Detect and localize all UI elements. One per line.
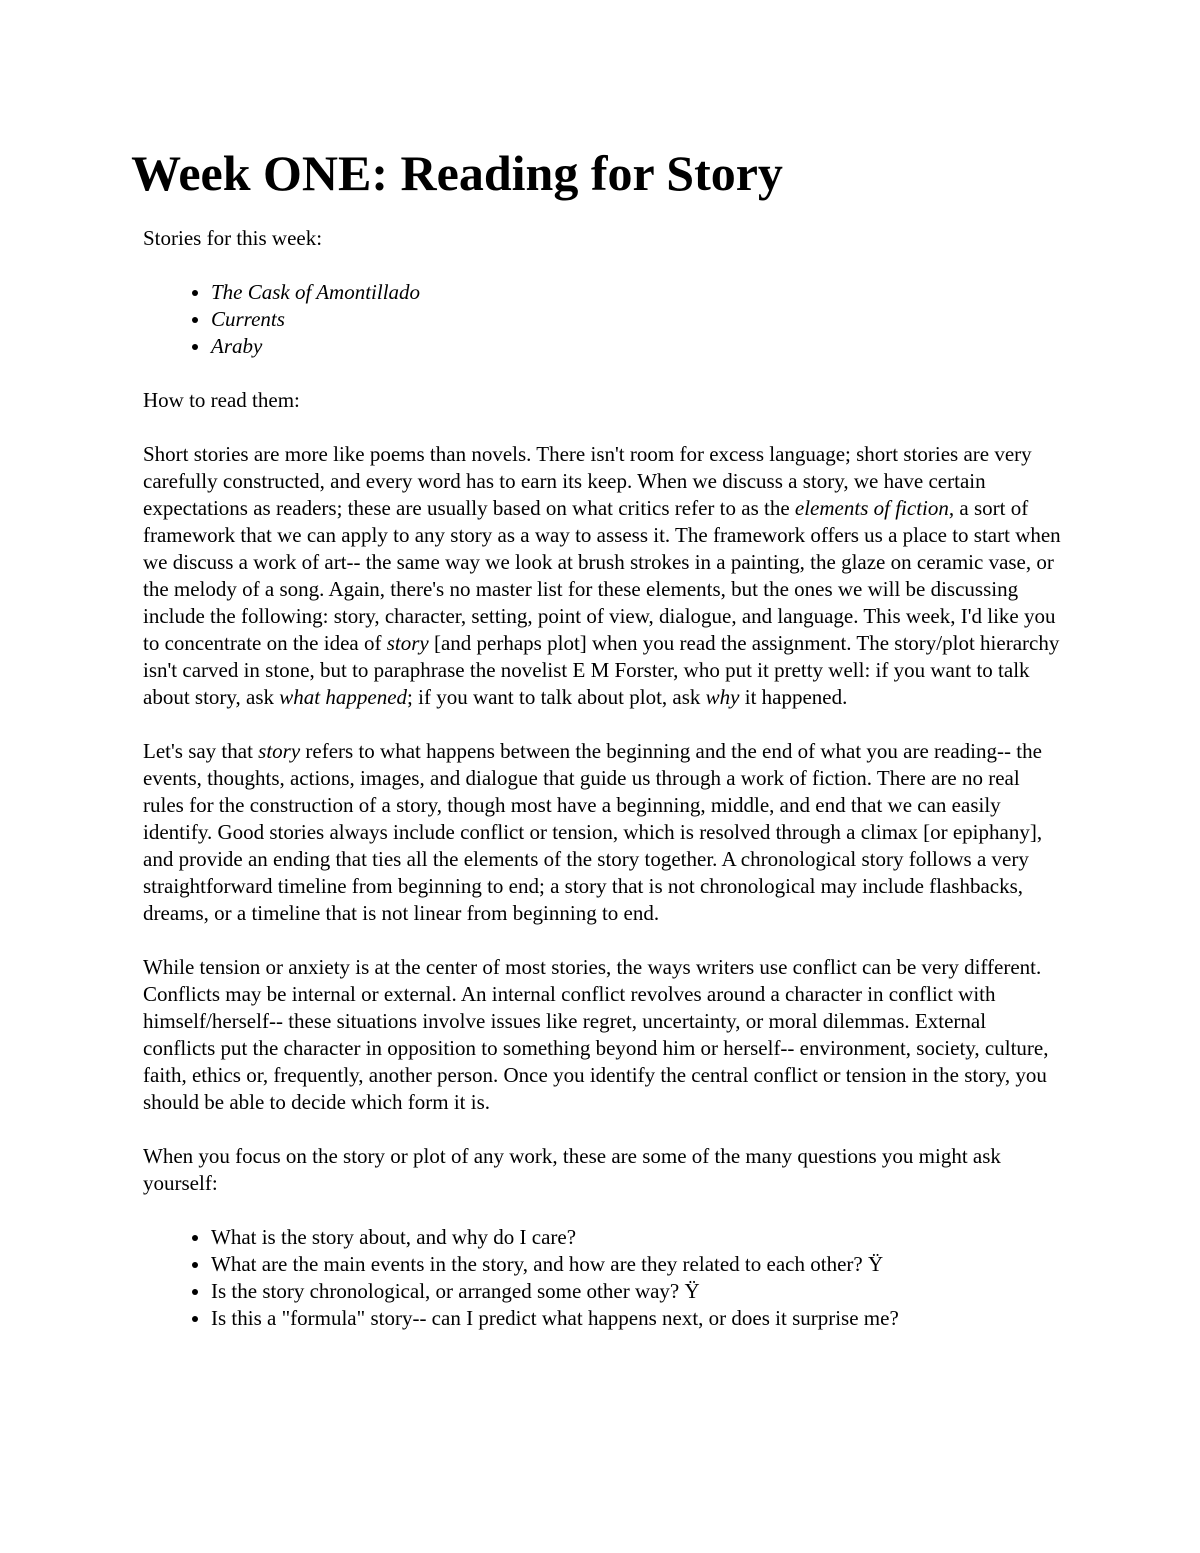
emphasis: why [705,685,740,709]
emphasis: story [258,739,301,763]
paragraph-conflict: While tension or anxiety is at the center of most stories, the ways writers use conflict can be very different. Conflicts may be internal or external. An internal conflict revolves around a character in conflict with himself/herself-- these situations involve issues like regret, uncertainty, or moral dilemmas. External conflicts put the character in opposition to something beyond him or herself-- environment, society, culture, faith, ethics or, frequently, another person. Once you identify the central conflict or tension in the story, you should be able to decide which form it is. [143,955,1049,1114]
emphasis: elements of fiction, [794,496,955,520]
how-to-read-heading: How to read them: [143,388,300,412]
text-run: it happened. [739,685,848,709]
paragraph-story-definition [143,738,1063,927]
text-run: a sort of framework that we can apply to any story as a way to assess it. The framework offers us a place to start when we discuss a work of art-- the same way we look at brush strokes in a painting, the glaze on ceramic vase, or the melody of a song. Again, there's no master list for these elements, but the ones we will be discussing include the following: story, character, setting, point of view, dialogue, and language. This week, I'd like you to concentrate on the idea of [143,496,1061,655]
text-run: ; if you want to talk about plot, ask [407,685,706,709]
text-run: Short stories are more like poems than novels. There isn't room for excess language; short stories are very carefully constructed, and every word has to earn its keep. When we discuss a story, we have certain expectations as readers; these are usually based on what critics refer to as the [143,442,1032,520]
questions-list [143,1224,1063,1332]
document-body [143,225,1063,1359]
emphasis: story [386,631,429,655]
paragraph-elements-of-fiction [143,441,1063,711]
stories-intro: Stories for this week: [143,226,323,250]
list-item: • What are the main events in the story, and how are they related to each other? Ÿ [211,1251,1063,1278]
story-title: Currents [211,307,285,331]
text-run: [and perhaps plot] when you read the assignment. The story/plot hierarchy isn't carved in stone, but to paraphrase the novelist E M Forster, who put it pretty well: if you want to talk about story, ask [143,631,1060,709]
list-item: • Is this a "formula" story-- can I predict what happens next, or does it surprise me? [211,1305,1063,1332]
story-title: The Cask of Amontillado [211,280,421,304]
list-item: • What is the story about, and why do I care? [211,1224,1063,1251]
page-title: Week ONE: Reading for Story [131,145,783,201]
list-item [211,279,1063,306]
list-item: • Is the story chronological, or arranged some other way? Ÿ [211,1278,1063,1305]
stories-list [143,279,1063,360]
emphasis: what happened [279,685,408,709]
paragraph-questions-intro: When you focus on the story or plot of any work, these are some of the many questions you might ask yourself: [143,1144,1001,1195]
text-run: Let's say that [143,739,259,763]
list-item [211,333,1063,360]
list-item [211,306,1063,333]
text-run: refers to what happens between the beginning and the end of what you are reading-- the events, thoughts, actions, images, and dialogue that guide us through a work of fiction. There are no real rules for the construction of a story, though most have a beginning, middle, and end that we can easily identify. Good stories always include conflict or tension, which is resolved through a climax [or epiphany], and provide an ending that ties all the elements of the story together. A chronological story follows a very straightforward timeline from beginning to end; a story that is not chronological may include flashbacks, dreams, or a timeline that is not linear from beginning to end. [143,739,1043,925]
story-title: Araby [211,334,263,358]
